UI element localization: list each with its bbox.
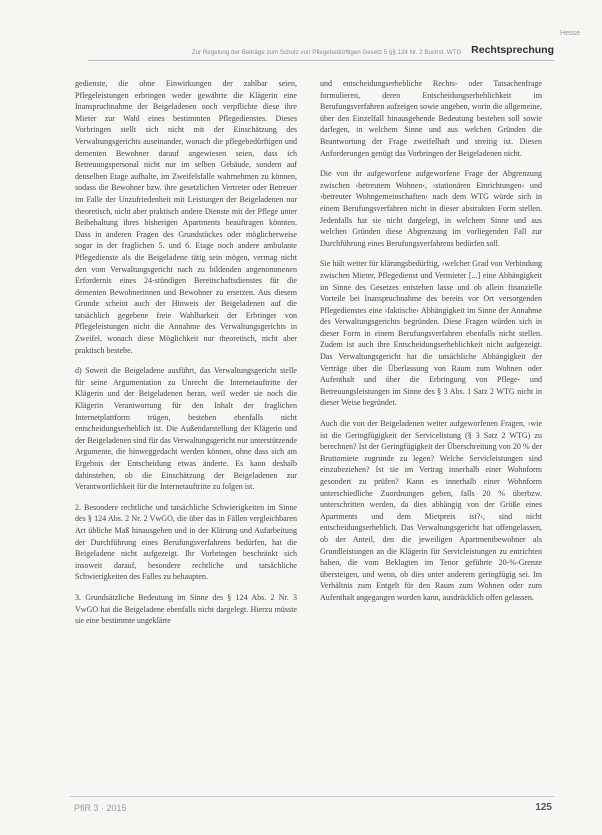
paragraph: 2. Besondere rechtliche und tatsächliche Schwierigkeiten im Sinne des § 124 Abs. 2 Nr. 2 VwGO, die über das in Fällen vergleichbaren Art übliche Maß hinausgehen und in der Klärung und Aufarbeitung der Durchführung eines Berufungsverfahrens bedürfen, hat die Beigeladene nicht aufgezeigt. Ihr Vorbringen beschränkt sich insoweit darauf, besondere rechtliche und tatsächliche Schwierigkeiten des Falles zu behaupten. [75,502,297,582]
header-divider [88,60,554,61]
footer-divider [70,796,554,797]
left-column [75,78,297,627]
paragraph: Die von ihr aufgeworfene aufgeworfene Frage der Abgrenzung zwischen ›betreutem Wohnen‹, ›stationären Einrichtungen‹ und ›betreuter Wohngemeinschaften‹ nach dem WTG würde sich in einem Berufungsverfahren nicht in dieser abstrakten Form stellen. Jedenfalls hat sie nicht dargelegt, in welchem Sinne und aus welchen Gründen diese Abgrenzung im vorliegenden Fall zur Durchführung eines Berufungsverfahrens bedürfen soll. [320,169,542,248]
corner-label: Hesse [560,30,580,37]
right-column [320,78,542,604]
paragraph: gedienste, die ohne Einwirkungen der zahlbar seien, Pflegeleistungen erbringen weder gewährte die Klägerin eine Inanspruchnahme der Beigeladenen noch verpflichte diese ihre Mieter zur Wahl eines bestimmten Pflegedienstes. Dieses Vorbringen stellt sich nicht mit der Einschätzung des Verwaltungsgerichts auseinander, wonach die pflegebedürftigen und dementen Bewohner darauf angewiesen seien, dass ich Betreuungspersonal nicht nur im selben Gebäude, sondern auf denselben Etage aufhalte, im Zweifelsfalle wahrnehmen zu können, sodass die Bewohner bzw. ihre gesetzlichen Vertreter oder Betreuer im Falle der Unzufriedenheit mit Leistungen der Beigeladenen nur theoretisch, nicht aber praktisch andere Dienste mit der Pflege unter Beibehaltung ihres bisherigen Apartments beauftragen könnten. Dass in anderen Fragen des Grundstückes oder möglicherweise sogar in der fraglichen 5. und 6. Etage noch andere ambulante Pflegedienste als die Beigeladene tätig sein mögen, vermag nicht den vom Verwaltungsgericht nach zu bildenden angenommenen Erfordernis eines 24-stündigen Bereitschaftsdienstes für die dementen Bewohnerinnen und Bewohner zu ersetzen. Aus diesem Grunde scheint auch der Hinweis der Beigeladenen auf die tatsächlich gegebene freie Wahlbarkeit der Erbringer von Pflegeleistungen nicht die Annahme des Verwaltungsgerichts in Zweifel, wonach diese Möglichkeit nur theoretisch, nicht aber praktisch bestehe. [75,79,297,355]
page-number: 125 [535,802,552,813]
running-header [88,44,554,56]
running-title: Zur Regelung der Beiträge zum Schutz von Pflegebedürftigen Gesetz 5 §§ 124 Nr. 2 Buchst. WTG [191,49,462,56]
paragraph: 3. Grundsätzliche Bedeutung im Sinne des § 124 Abs. 2 Nr. 3 VwGO hat die Beigeladene ebenfalls nicht dargelegt. Hierzu müsste sie eine bestimmte ungeklärte [75,592,297,626]
journal-reference: PflR 3 · 2015 [74,803,127,813]
paragraph: und entscheidungserhebliche Rechts- oder Tatsachenfrage formulieren, deren Entscheidungserheblichkeit im Berufungsverfahren aufzeigen sowie angeben, worin die allgemeine, über den Einzelfall hinausgehende Bedeutung bestehen soll sowie darlegen, in welchem Sinne und aus welchen Gründen die Beantwortung der Frage zweifelhaft und streitig ist. Diesen Anforderungen genügt das Vorbringen der Beigeladenen nicht. [320,79,542,158]
section-title: Rechtsprechung [471,44,554,56]
paragraph: d) Soweit die Beigeladene ausführt, das Verwaltungsgericht stelle für seine Argumentation zu Unrecht die Internetauftritte der Klägerin und der Beigeladenen heran, weil weder sie noch die Klägerin Verantwortung für den Inhalt der fraglichen Internetplattform trügen, bestehen ebenfalls nicht entscheidungserheblich ist. Die Außendarstellung der Klägerin und der Beigeladenen sind für das Verwaltungsgericht nur unterstützende Argumente, die hinweggedacht werden können, ohne dass sich am Ergebnis der Entscheidung etwas änderte. Es kann deshalb dahinstehen, ob die Einschätzung der Beigeladenen zur Verantwortlichkeit für die Internetauftritte zu folgen ist. [75,366,297,492]
paragraph: Sie hält weiter für klärungsbedürftig, ›welcher Grad von Verbindung zwischen Mieter, Pflegedienst und Vermieter [...] eine Abhängigkeit im Sinne des Gesetzes entstehen lasse und ob allein finanzielle Vorteile bei Inanspruchnahme des bereits vor Ort versorgenden Pflegedienstes eine ›faktische‹ Abhängigkeit im Sinne der Annahme des Verwaltungsgerichts begründen. Diese Fragen würden sich in dieser Form in einem Berufungsverfahren ebenfalls nicht stellen. Zudem ist auch ihre Entscheidungserheblichkeit nicht aufgezeigt. Das Verwaltungsgericht hat die tatsächliche Abhängigkeit der Verträge über die Überlassung von Raum zum Wohnen oder Aufenthalt und über die Erbringung von Pflege- und Betreuungsleistungen im Sinne des § 3 Abs. 1 Satz 2 WTG nicht in dieser Weise begründet. [320,259,542,408]
paragraph: Auch die von der Beigeladenen weiter aufgeworfenen Fragen, ›wie ist die Geringfügigkeit der Servicelistung (§ 3 Satz 2 WTG) zu berechnen? Ist der Geringfügigkeit der Überschreitung von 20 % der Bruttomiete zugrunde zu legen? Welche Servicleistungen sind einzubeziehen? Ist sie im Vertrag innerhalb einer Wohnform gesondert zu prüfen? Kann es innerhalb einer Wohnform unterschiedliche Zuordnungen geben, falls 20 % überbzw. unterschritten werden, da dies abhängig von der Größe eines Apartments und dem Mietpreis ist?‹, sind nicht entscheidungserheblich. Das Verwaltungsgericht hat offengelassen, ob der Anteil, den die jeweiligen Apartmentbewohner als Grundleistungen an die Klägerin für Servicleistungen zu entrichten haben, die vom Beklagten im Tenor geführte 20-%-Grenze übersteigen, und wenn, ob dies unter anderem geringfügig sei. Im Verhältnis zum Entgelt für den Raum zum Wohnen oder zum Aufenthalt angegangen worden kann, ausdrücklich offen gelassen. [320,419,542,602]
